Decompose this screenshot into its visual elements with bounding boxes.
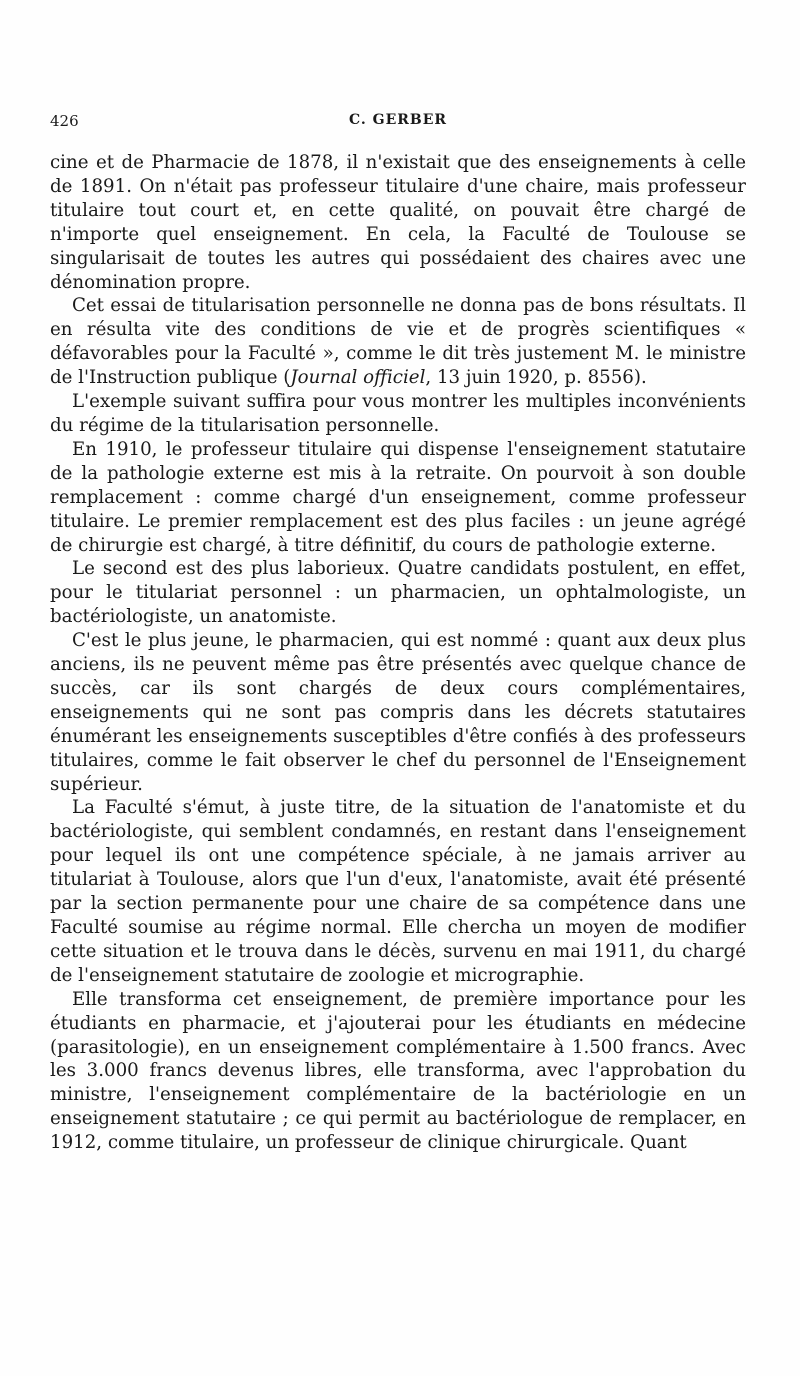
paragraph-2 xyxy=(50,294,746,390)
paragraph-8: Elle transforma cet enseignement, de première importance pour les étudiants en pharmacie, et j'ajouterai pour les étudiants en médecine (parasitologie), en un enseignement complémentaire à 1.500 francs. Avec les 3.000 francs devenus libres, elle transforma, avec l'approbation du ministre, l'enseignement complémentaire de la bactériologie en un enseignement statutaire ; ce qui permit au bactériologue de remplacer, en 1912, comme titulaire, un professeur de clinique chirurgicale. Quant xyxy=(50,988,746,1154)
journal-title: Journal officiel xyxy=(290,367,426,389)
page-number: 426 xyxy=(50,112,79,130)
paragraph-3: L'exemple suivant suffira pour vous montrer les multiples inconvénients du régime de la titularisation personnelle. xyxy=(50,391,746,436)
paragraph-6: C'est le plus jeune, le pharmacien, qui est nommé : quant aux deux plus anciens, ils ne peuvent même pas être présentés avec quelque chance de succès, car ils sont chargés de deux cours complémentaires, enseignements qui ne sont pas compris dans les décrets statutaires énumérant les enseignements susceptibles d'être confiés à des professeurs titulaires, comme le fait observer le chef du personnel de l'Enseignement supérieur. xyxy=(50,630,746,795)
running-title: C. GERBER xyxy=(348,112,448,128)
paragraph-2-text-after: , 13 juin 1920, p. 8556). xyxy=(425,367,647,389)
paragraph-7: La Faculté s'émut, à juste titre, de la situation de l'anatomiste et du bactériologiste, qui semblent condamnés, en restant dans l'enseignement pour lequel ils ont une compétence spéciale, à ne jamais arriver au titulariat à Toulouse, alors que l'un d'eux, l'anatomiste, avait été présenté par la section permanente pour une chaire de sa compétence dans une Faculté soumise au régime normal. Elle chercha un moyen de modifier cette situation et le trouva dans le décès, survenu en mai 1911, du chargé de l'enseignement statutaire de zoologie et micrographie. xyxy=(50,797,746,986)
running-head xyxy=(50,112,746,136)
paragraph-2-text-before: Cet essai de titularisation personnelle ne donna pas de bons résultats. Il en résulta vite des conditions de vie et de progrès scientifiques « défavorables pour la Faculté », comme le dit très justement M. le ministre de l'Instruction publique ( xyxy=(50,295,746,389)
paragraph-1: cine et de Pharmacie de 1878, il n'existait que des enseignements à celle de 1891. On n'était pas professeur titulaire d'une chaire, mais professeur titulaire tout court et, en cette qualité, on pouvait être chargé de n'importe quel enseignement. En cela, la Faculté de Toulouse se singularisait de toutes les autres qui possédaient des chaires avec une dénomination propre. xyxy=(50,152,746,293)
paragraph-4: En 1910, le professeur titulaire qui dispense l'enseignement statutaire de la pathologie externe est mis à la retraite. On pourvoit à son double remplacement : comme chargé d'un enseignement, comme professeur titulaire. Le premier remplacement est des plus faciles : un jeune agrégé de chirurgie est chargé, à titre définitif, du cours de pathologie externe. xyxy=(50,438,746,556)
paragraph-5: Le second est des plus laborieux. Quatre candidats postulent, en effet, pour le titulariat personnel : un pharmacien, un ophtalmologiste, un bactériologiste, un anatomiste. xyxy=(50,558,746,628)
body-text xyxy=(50,151,746,1155)
